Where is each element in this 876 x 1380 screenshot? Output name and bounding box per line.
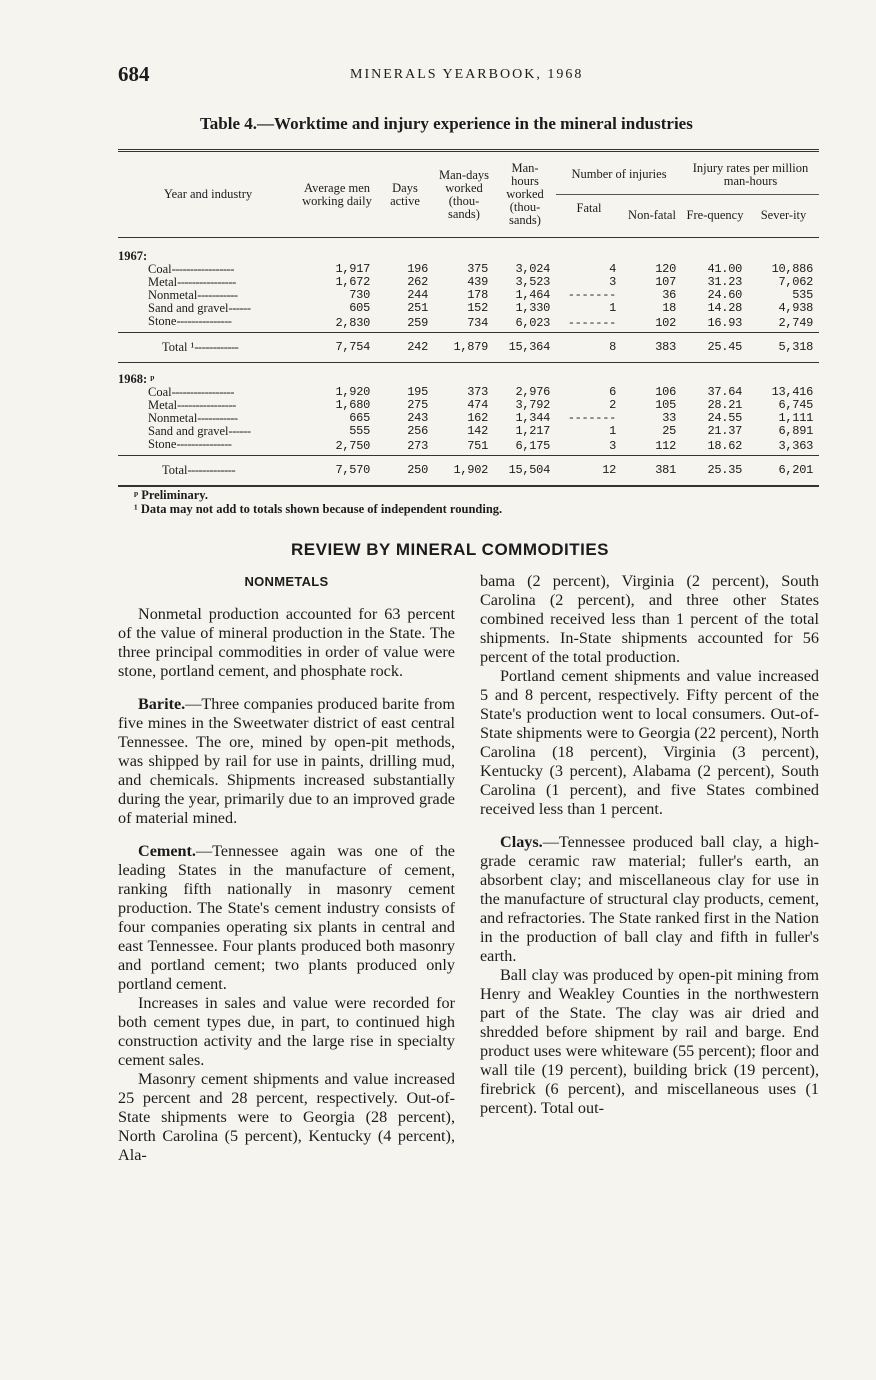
- paragraph-text: —Tennessee produced ball clay, a high-grade ceramic raw material; fuller's earth, an absorbent clay; and miscellaneous clay for use in the manufacture of structural clay products, cement, and refractories. The State ranked first in the Nation in the production of ball clay and fifth in fuller's earth.: [480, 833, 819, 965]
- section-heading: REVIEW BY MINERAL COMMODITIES: [291, 540, 610, 559]
- cell-nonfatal: 25: [662, 424, 676, 438]
- cell-fatal: 3: [609, 275, 616, 289]
- cell-men: 555: [349, 424, 370, 438]
- cell-men: 1,680: [335, 398, 370, 412]
- cell-severity: 2,749: [778, 316, 813, 330]
- paragraph-text: —Three companies produced barite from five mines in the Sweetwater district of east central Tennessee. The ore, mined by open-pit methods, was shipped by rail for use in paints, drilling mud, and chemicals. Shipments increased substantially during the year, primarily due to an improved grade of material mined.: [118, 695, 455, 827]
- cell-fatal: 8: [609, 340, 616, 354]
- cell-man-hours: 3,792: [515, 398, 550, 412]
- cell-man-days: 375: [467, 262, 488, 276]
- cell-man-days: 734: [467, 316, 488, 330]
- footnote-rounding: ¹ Data may not add to totals shown because of independent rounding.: [134, 502, 503, 516]
- cell-man-hours: 3,523: [515, 275, 550, 289]
- cell-severity: 3,363: [778, 439, 813, 453]
- cell-nonfatal: 106: [655, 385, 676, 399]
- row-label: Nonmetal: [148, 411, 198, 425]
- cell-nonfatal: 381: [655, 462, 676, 477]
- col-header-nonfatal: Non-fatal: [628, 208, 676, 223]
- table-row: Stone--------------- 2,750 273 751 6,175 3 112 18.62 3,363: [118, 438, 819, 456]
- cell-men: 2,750: [335, 439, 370, 453]
- paragraph-barite: [118, 695, 455, 828]
- cell-days: 244: [407, 288, 428, 302]
- row-label: Sand and gravel: [148, 301, 229, 315]
- runin-cement: Cement.: [138, 842, 196, 860]
- cell-fatal: -------: [567, 288, 616, 302]
- cell-frequency: 31.23: [707, 275, 742, 289]
- year-label: 1967:: [118, 249, 148, 263]
- cell-nonfatal: 107: [655, 275, 676, 289]
- row-label: Nonmetal: [148, 288, 198, 302]
- cell-severity: 1,111: [778, 411, 813, 425]
- cell-man-hours: 1,344: [515, 411, 550, 425]
- col-header-year-industry: Year and industry: [163, 187, 253, 201]
- table-row: Sand and gravel------ 555 256 142 1,217 1 25 21.37 6,891: [118, 425, 819, 438]
- cell-nonfatal: 112: [655, 439, 676, 453]
- cell-man-days: 1,902: [453, 462, 488, 477]
- cell-man-hours: 2,976: [515, 385, 550, 399]
- cell-man-days: 162: [467, 411, 488, 425]
- cell-fatal: 4: [609, 262, 616, 276]
- cell-man-hours: 6,023: [515, 316, 550, 330]
- cell-man-days: 474: [467, 398, 488, 412]
- cell-men: 7,570: [335, 462, 370, 477]
- cell-fatal: 1: [609, 301, 616, 315]
- col-header-man-days: Man-days worked (thou-sands): [439, 167, 489, 221]
- cell-man-days: 1,879: [453, 340, 488, 354]
- cell-men: 1,917: [335, 262, 370, 276]
- cell-fatal: 2: [609, 398, 616, 412]
- cell-man-days: 178: [467, 288, 488, 302]
- cell-nonfatal: 36: [662, 288, 676, 302]
- cell-days: 273: [407, 439, 428, 453]
- cell-men: 2,830: [335, 316, 370, 330]
- paragraph: bama (2 percent), Virginia (2 percent), South Carolina (2 percent), and three other States combined received less than 1 percent of the total shipments. In-State shipments accounted for 56 percent of the total production.: [480, 572, 819, 666]
- table-row: Nonmetal----------- 665 243 162 1,344 ------- 33 24.55 1,111: [118, 412, 819, 425]
- cell-men: 1,672: [335, 275, 370, 289]
- cell-men: 605: [349, 301, 370, 315]
- cell-nonfatal: 102: [655, 316, 676, 330]
- cell-days: 259: [407, 316, 428, 330]
- cell-severity: 4,938: [778, 301, 813, 315]
- total-row: Total ¹------------ 7,754 242 1,879 15,364 8 383 25.45 5,318: [118, 333, 819, 363]
- table-row: Metal---------------- 1,672 262 439 3,523 3 107 31.23 7,062: [118, 276, 819, 289]
- cell-men: 665: [349, 411, 370, 425]
- total-label: Total ¹: [162, 340, 195, 354]
- cell-days: 250: [407, 462, 428, 477]
- table-row: Metal---------------- 1,680 275 474 3,792 2 105 28.21 6,745: [118, 399, 819, 412]
- cell-frequency: 24.55: [707, 411, 742, 425]
- right-column: [480, 572, 819, 1118]
- runin-barite: Barite.: [138, 695, 186, 713]
- cell-man-hours: 15,364: [508, 340, 550, 354]
- cell-nonfatal: 120: [655, 262, 676, 276]
- paragraph-cement: [118, 842, 455, 994]
- table-row: Coal----------------- 1,920 195 373 2,976 6 106 37.64 13,416: [118, 386, 819, 399]
- cell-severity: 10,886: [771, 262, 813, 276]
- cell-days: 243: [407, 411, 428, 425]
- row-label: Coal: [148, 385, 172, 399]
- left-column: [118, 572, 455, 1165]
- cell-days: 196: [407, 262, 428, 276]
- cell-man-days: 142: [467, 424, 488, 438]
- col-header-num-injuries: Number of injuries: [556, 151, 682, 195]
- paragraph-clays: [480, 833, 819, 966]
- table-row: Sand and gravel------ 605 251 152 1,330 1 18 14.28 4,938: [118, 302, 819, 315]
- table-footnotes: [134, 488, 502, 516]
- cell-severity: 535: [792, 288, 813, 302]
- col-header-fatal: Fatal: [576, 201, 602, 216]
- cell-man-hours: 1,464: [515, 288, 550, 302]
- table-title: Table 4.—Worktime and injury experience in the mineral industries: [200, 114, 693, 133]
- footnote-preliminary: ᵖ Preliminary.: [134, 488, 208, 502]
- cell-fatal: 3: [609, 439, 616, 453]
- row-label: Coal: [148, 262, 172, 276]
- runin-clays: Clays.: [500, 833, 543, 851]
- cell-frequency: 37.64: [707, 385, 742, 399]
- cell-men: 1,920: [335, 385, 370, 399]
- cell-man-days: 152: [467, 301, 488, 315]
- row-label: Stone: [148, 314, 177, 328]
- running-head: MINERALS YEARBOOK, 1968: [350, 67, 584, 82]
- paragraph: Ball clay was produced by open-pit mining from Henry and Weakley Counties in the northwestern part of the State. The clay was air dried and shredded before shipment by rail and barge. End product uses were whiteware (55 percent); floor and wall tile (19 percent), building brick (19 percent), firebrick (6 percent), and miscellaneous uses (1 percent). Total out-: [480, 966, 819, 1117]
- cell-severity: 6,201: [778, 462, 813, 477]
- cell-man-hours: 15,504: [508, 462, 550, 477]
- cell-nonfatal: 105: [655, 398, 676, 412]
- cell-days: 262: [407, 275, 428, 289]
- cell-nonfatal: 383: [655, 340, 676, 354]
- paragraph: Portland cement shipments and value increased 5 and 8 percent, respectively. Fifty percent of the State's production went to local consumers. Out-of-State shipments were to Georgia (22 percent), North Carolina (18 percent), Virginia (3 percent), Kentucky (3 percent), Alabama (2 percent), South Carolina (1 percent), and five States combined received less than 1 percent.: [480, 667, 819, 818]
- cell-severity: 6,745: [778, 398, 813, 412]
- cell-nonfatal: 33: [662, 411, 676, 425]
- row-label: Metal: [148, 275, 178, 289]
- table-row: Nonmetal----------- 730 244 178 1,464 ------- 36 24.60 535: [118, 289, 819, 302]
- cell-days: 242: [407, 340, 428, 354]
- paragraph: Nonmetal production accounted for 63 percent of the value of mineral production in the State. The three principal commodities in order of value were stone, portland cement, and phosphate rock.: [118, 605, 455, 680]
- paragraph: Masonry cement shipments and value increased 25 percent and 28 percent, respectively. Out-of-State shipments were to Georgia (28 percent), North Carolina (5 percent), Kentucky (4 percent), Ala-: [118, 1070, 455, 1164]
- col-header-man-hours: Man-hours worked (thou-sands): [506, 161, 544, 227]
- cell-nonfatal: 18: [662, 301, 676, 315]
- cell-fatal: 1: [609, 424, 616, 438]
- cell-man-days: 373: [467, 385, 488, 399]
- cell-severity: 5,318: [778, 340, 813, 354]
- cell-man-days: 751: [467, 439, 488, 453]
- cell-severity: 6,891: [778, 424, 813, 438]
- cell-frequency: 41.00: [707, 262, 742, 276]
- subheading-nonmetals: NONMETALS: [244, 574, 329, 589]
- cell-severity: 7,062: [778, 275, 813, 289]
- col-header-injury-rates: Injury rates per million man-hours: [682, 151, 819, 195]
- cell-fatal: -------: [567, 411, 616, 425]
- cell-frequency: 16.93: [707, 316, 742, 330]
- year-label: 1968: ᵖ: [118, 372, 155, 386]
- row-label: Sand and gravel: [148, 424, 229, 438]
- cell-fatal: 6: [609, 385, 616, 399]
- cell-frequency: 18.62: [707, 439, 742, 453]
- cell-frequency: 28.21: [707, 398, 742, 412]
- cell-days: 256: [407, 424, 428, 438]
- cell-fatal: 12: [602, 462, 616, 477]
- page-number: 684: [118, 62, 150, 86]
- cell-frequency: 21.37: [707, 424, 742, 438]
- table-row: Stone--------------- 2,830 259 734 6,023 ------- 102 16.93 2,749: [118, 315, 819, 333]
- worktime-table: [118, 149, 819, 487]
- col-header-severity: Sever-ity: [760, 208, 807, 223]
- cell-men: 7,754: [335, 340, 370, 354]
- cell-man-hours: 6,175: [515, 439, 550, 453]
- cell-man-hours: 3,024: [515, 262, 550, 276]
- cell-severity: 13,416: [771, 385, 813, 399]
- table-row: Coal----------------- 1,917 196 375 3,024 4 120 41.00 10,886: [118, 263, 819, 276]
- cell-fatal: -------: [567, 316, 616, 330]
- col-header-avg-men: Average men working daily: [302, 180, 372, 208]
- paragraph-text: —Tennessee again was one of the leading States in the manufacture of cement, ranking fifth nationally in masonry cement production. The State's cement industry consists of four companies operating six plants in central and east Tennessee. Four plants produced both masonry and portland cement; two plants produced only portland cement.: [118, 842, 455, 993]
- total-row: Total------------- 7,570 250 1,902 15,504 12 381 25.35 6,201: [118, 456, 819, 486]
- cell-man-days: 439: [467, 275, 488, 289]
- col-header-days-active: Days active: [390, 180, 420, 208]
- cell-man-hours: 1,217: [515, 424, 550, 438]
- cell-days: 251: [407, 301, 428, 315]
- paragraph: Increases in sales and value were recorded for both cement types due, in part, to continued high construction activity and the large rise in specialty cement sales.: [118, 994, 455, 1069]
- col-header-frequency: Fre-quency: [686, 208, 744, 223]
- cell-days: 275: [407, 398, 428, 412]
- cell-days: 195: [407, 385, 428, 399]
- cell-frequency: 24.60: [707, 288, 742, 302]
- cell-frequency: 25.35: [707, 462, 742, 477]
- cell-men: 730: [349, 288, 370, 302]
- total-label: Total: [162, 462, 188, 477]
- row-label: Stone: [148, 437, 177, 451]
- row-label: Metal: [148, 398, 178, 412]
- cell-man-hours: 1,330: [515, 301, 550, 315]
- cell-frequency: 25.45: [707, 340, 742, 354]
- cell-frequency: 14.28: [707, 301, 742, 315]
